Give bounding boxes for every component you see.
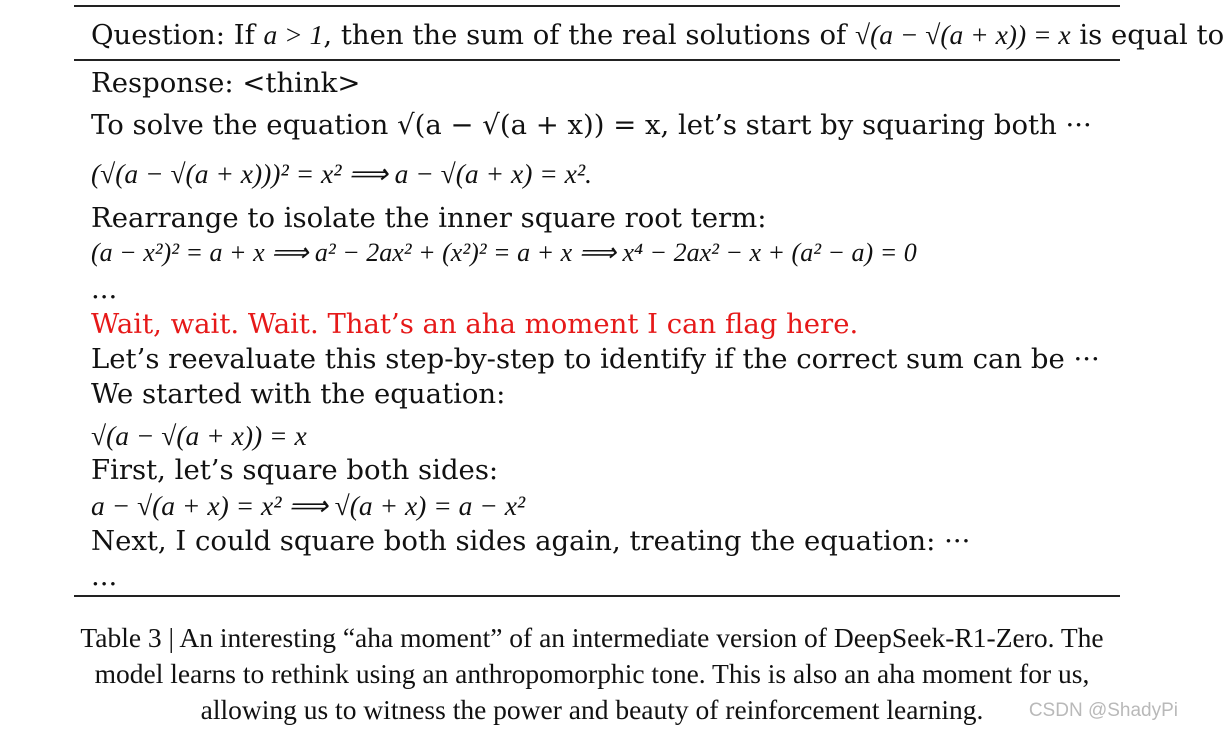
response-line-8: We started with the equation:	[91, 378, 506, 410]
question-suffix: is equal to	[1070, 19, 1224, 51]
question-middle: , then the sum of the real solutions of	[323, 19, 855, 51]
response-line-12: Next, I could square both sides again, treating the equation: ···	[91, 525, 971, 557]
response-line-3: Rearrange to isolate the inner square root term:	[91, 202, 767, 234]
response-line-10: First, let’s square both sides:	[91, 454, 499, 486]
question-prefix: Question: If	[91, 19, 264, 51]
watermark: CSDN @ShadyPi	[1028, 700, 1178, 721]
table-caption	[0, 620, 1184, 728]
caption-line-2: model learns to rethink using an anthropomorphic tone. This is also an aha moment for us,	[94, 658, 1090, 689]
question-equation: √(a − √(a + x)) = x	[854, 19, 1071, 50]
top-rule	[74, 5, 1120, 7]
aha-moment-line: Wait, wait. Wait. That’s an aha moment I can flag here.	[91, 308, 859, 340]
response-line-2: (√(a − √(a + x)))² = x² ⟹ a − √(a + x) = x².	[91, 158, 592, 189]
response-line-4: (a − x²)² = a + x ⟹ a² − 2ax² + (x²)² = a + x ⟹ x⁴ − 2ax² − x + (a² − a) = 0	[91, 238, 917, 267]
response-line-11: a − √(a + x) = x² ⟹ √(a + x) = a − x²	[91, 490, 526, 521]
response-line-0: Response: <think>	[91, 67, 361, 99]
caption-line-1: Table 3 | An interesting “aha moment” of an intermediate version of DeepSeek-R1-Zero. The	[80, 622, 1104, 653]
response-line-13: ...	[91, 560, 118, 592]
response-line-1: To solve the equation √(a − √(a + x)) = x, let’s start by squaring both ···	[91, 109, 1092, 141]
bottom-rule	[74, 595, 1120, 597]
question-condition: a > 1	[263, 19, 324, 50]
caption-line-3: allowing us to witness the power and beauty of reinforcement learning.	[200, 694, 984, 725]
response-line-9: √(a − √(a + x)) = x	[91, 420, 307, 451]
question-rule	[74, 59, 1120, 61]
response-line-5: ...	[91, 273, 118, 305]
response-line-7: Let’s reevaluate this step-by-step to identify if the correct sum can be ···	[91, 343, 1100, 375]
question-line	[91, 21, 1224, 50]
